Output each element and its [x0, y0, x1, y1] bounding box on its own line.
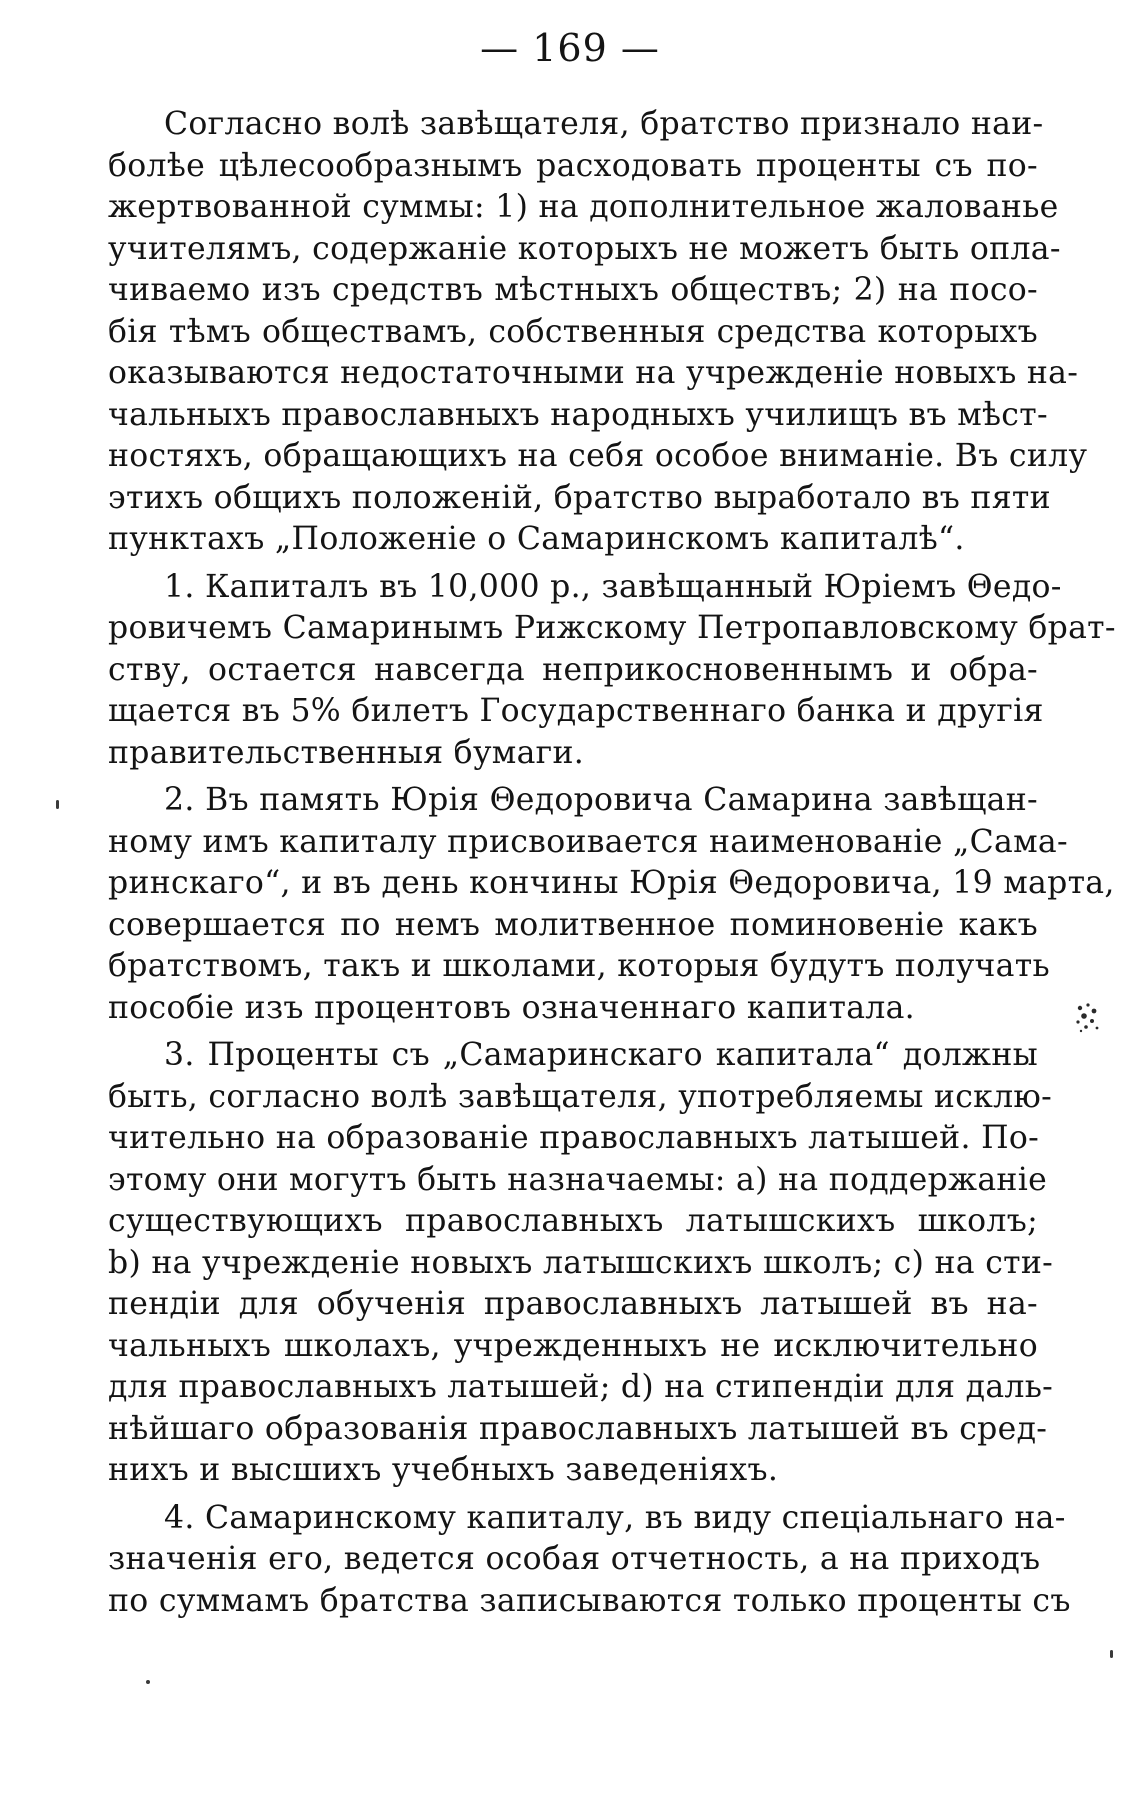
text-line: совершается по немъ молитвенное поминовеніе какъ [108, 906, 1038, 943]
ink-smudge [1070, 1000, 1104, 1038]
text-line: этихъ общихъ положеній, братство выработало въ пяти [108, 479, 1051, 516]
text-line: 3. Проценты съ „Самаринскаго капитала“ должны [164, 1037, 1038, 1073]
text-line: 1. Капиталъ въ 10,000 р., завѣщанный Юріемъ Θедо- [164, 568, 1062, 605]
text-line: учителямъ, содержаніе которыхъ не можетъ быть опла- [108, 230, 1061, 267]
text-line: ностяхъ, обращающихъ на себя особое вниманіе. Въ силу [108, 438, 1088, 474]
text-line: болѣе цѣлесообразнымъ расходовать проценты съ по- [108, 147, 1038, 184]
text-line: правительственныя бумаги. [108, 734, 585, 771]
text-line: чиваемо изъ средствъ мѣстныхъ обществъ; 2) на посо- [108, 272, 1038, 308]
text-line: щается въ 5% билетъ Государственнаго банка и другія [108, 693, 1044, 729]
text-line: жертвованной суммы: 1) на дополнительное жалованье [108, 189, 1059, 225]
text-line: чальныхъ православныхъ народныхъ училищъ въ мѣст- [108, 396, 1048, 433]
text-line: нѣйшаго образованія православныхъ латышей въ сред- [108, 1410, 1048, 1447]
text-line: пунктахъ „Положеніе о Самаринскомъ капиталѣ“. [108, 521, 965, 557]
text-line: пендіи для обученія православныхъ латышей въ на- [108, 1286, 1038, 1322]
text-line: 4. Самаринскому капиталу, въ виду спеціальнаго на- [164, 1499, 1066, 1536]
text-line: b) на учрежденіе новыхъ латышскихъ школъ; c) на сти- [108, 1244, 1054, 1281]
text-line: бія тѣмъ обществамъ, собственныя средства которыхъ [108, 313, 1038, 350]
text-line: этому они могутъ быть назначаемы: a) на поддержаніе [108, 1161, 1048, 1198]
text-line: чальныхъ школахъ, учрежденныхъ не исключительно [108, 1327, 1038, 1364]
text-line: значенія его, ведется особая отчетность, а на приходъ [108, 1541, 1041, 1577]
text-line: существующихъ православныхъ латышскихъ школъ; [108, 1203, 1038, 1239]
page-number: — 169 — [480, 26, 660, 70]
speck-mark [146, 1680, 150, 1684]
text-line: быть, согласно волѣ завѣщателя, употребляемы исклю- [108, 1078, 1053, 1115]
text-line: ству, остается навсегда неприкосновеннымъ и обра- [108, 651, 1038, 688]
speck-mark [1110, 1650, 1113, 1658]
text-line: нихъ и высшихъ учебныхъ заведеніяхъ. [108, 1452, 779, 1488]
text-line: 2. Въ память Юрія Θедоровича Самарина завѣщан- [164, 782, 1038, 818]
speck-mark [56, 800, 59, 809]
page-body-text [108, 104, 1116, 1622]
text-line: оказываются недостаточными на учрежденіе новыхъ на- [108, 355, 1079, 391]
text-line: для православныхъ латышей; d) на стипендіи для даль- [108, 1369, 1054, 1405]
text-line: ринскаго“, и въ день кончины Юрія Θедоровича, 19 марта, [108, 865, 1115, 901]
text-line: чительно на образованіе православныхъ латышей. По- [108, 1120, 1040, 1156]
text-line: Согласно волѣ завѣщателя, братство признало наи- [164, 106, 1044, 142]
text-line: ровичемъ Самаринымъ Рижскому Петропавловскому брат- [108, 610, 1116, 646]
text-line: братствомъ, такъ и школами, которыя будутъ получать [108, 948, 1050, 984]
text-line: ному имъ капиталу присвоивается наименованіе „Сама- [108, 823, 1068, 860]
text-line: по суммамъ братства записываются только проценты съ [108, 1582, 1071, 1619]
text-line: пособіе изъ процентовъ означеннаго капитала. [108, 989, 915, 1026]
